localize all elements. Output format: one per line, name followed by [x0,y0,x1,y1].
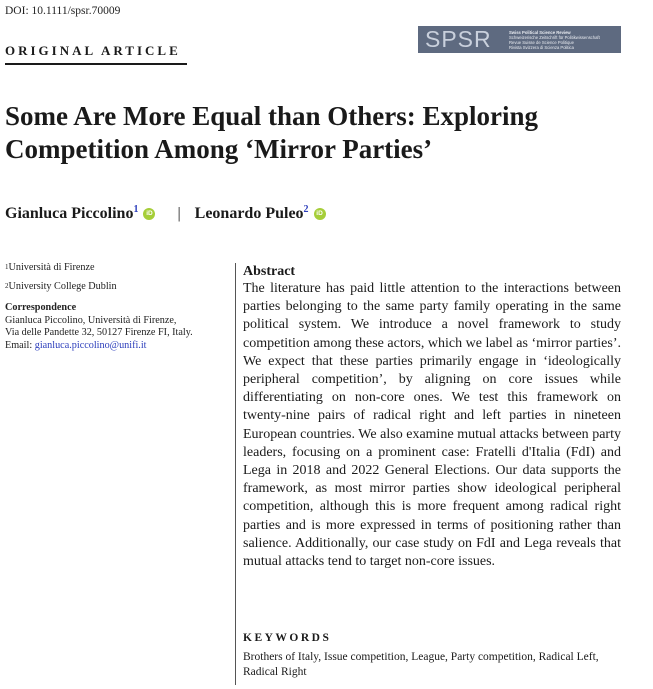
affiliations [5,262,230,353]
abstract-divider [235,263,236,685]
article-type-label: ORIGINAL ARTICLE [5,43,181,58]
affiliation-number: 2 [5,281,9,290]
journal-logo-text [509,30,600,50]
journal-logo-mark: SPSR [425,26,492,52]
journal-logo[interactable] [418,26,621,53]
abstract-section [243,263,621,571]
correspondence-heading: Correspondence [5,302,77,314]
journal-logo-line: Revue Suisse de Science Politique [509,39,574,45]
author-name[interactable]: Gianluca Piccolino [5,205,134,222]
affiliation-name: University College Dublin [8,280,117,292]
abstract-heading: Abstract [243,264,296,279]
author-list [5,205,326,223]
affiliation-number: 1 [5,263,9,271]
author-affiliation-ref[interactable]: 1 [133,203,139,215]
keywords-text: Brothers of Italy, Issue competition, League, Party competition, Radical Left, Radical Right [243,651,599,678]
correspondence-email-line [5,340,230,353]
affiliation-name: Università di Firenze [8,262,95,273]
affiliation [5,262,230,275]
author-affiliation-ref[interactable]: 2 [303,203,309,215]
keywords-heading: KEYWORDS [243,632,332,644]
journal-logo-line: Swiss Political Science Review [509,29,571,35]
correspondence-line: Via delle Pandette 32, 50127 Firenze FI, Italy. [5,327,193,339]
journal-logo-line: Rivista Svizzera di Scienza Politica [509,44,574,50]
doi-line: DOI: 10.1111/spsr.70009 [5,5,121,17]
article-type-rule [5,63,187,65]
paper-title: Some Are More Equal than Others: Exploring Competition Among ‘Mirror Parties’ [5,101,539,164]
orcid-icon[interactable]: iD [314,208,326,220]
journal-logo-line: Schweizerische Zeitschrift für Politikwissenschaft [509,34,600,40]
abstract-text: The literature has paid little attention to the interactions between parties belonging to the same party family operating in the same political system. We introduce a novel framework to study competition among these actors, which we label as ‘mirror parties’. We expect that these parties primarily engage in ‘ideologically peripheral competition’, by aligning on core issues while differentiating on non-core ones. We test this framework on twenty-nine pairs of radical right and left parties in nineteen European countries. We also examine mutual attacks between party leaders, focusing on a prominent case: Fratelli d'Italia (FdI) and Lega in 2018 and 2022 General Elections. Our data supports the framework, as most mirror parties show ideological peripheral competition, although this is more frequent among radical right parties and is more expressed in terms of positioning rather than salience. Additionally, our case study on FdI and Lega reveals that mutual attacks tend to target non-core issues. [243,281,621,570]
author-name[interactable]: Leonardo Puleo [194,205,304,222]
email-label: Email: [5,339,35,351]
author-separator: | [177,205,181,222]
correspondence-line: Gianluca Piccolino, Università di Firenze, [5,314,177,326]
affiliation [5,281,230,294]
orcid-icon[interactable]: iD [143,208,155,220]
email-link[interactable]: gianluca.piccolino@unifi.it [34,339,147,351]
